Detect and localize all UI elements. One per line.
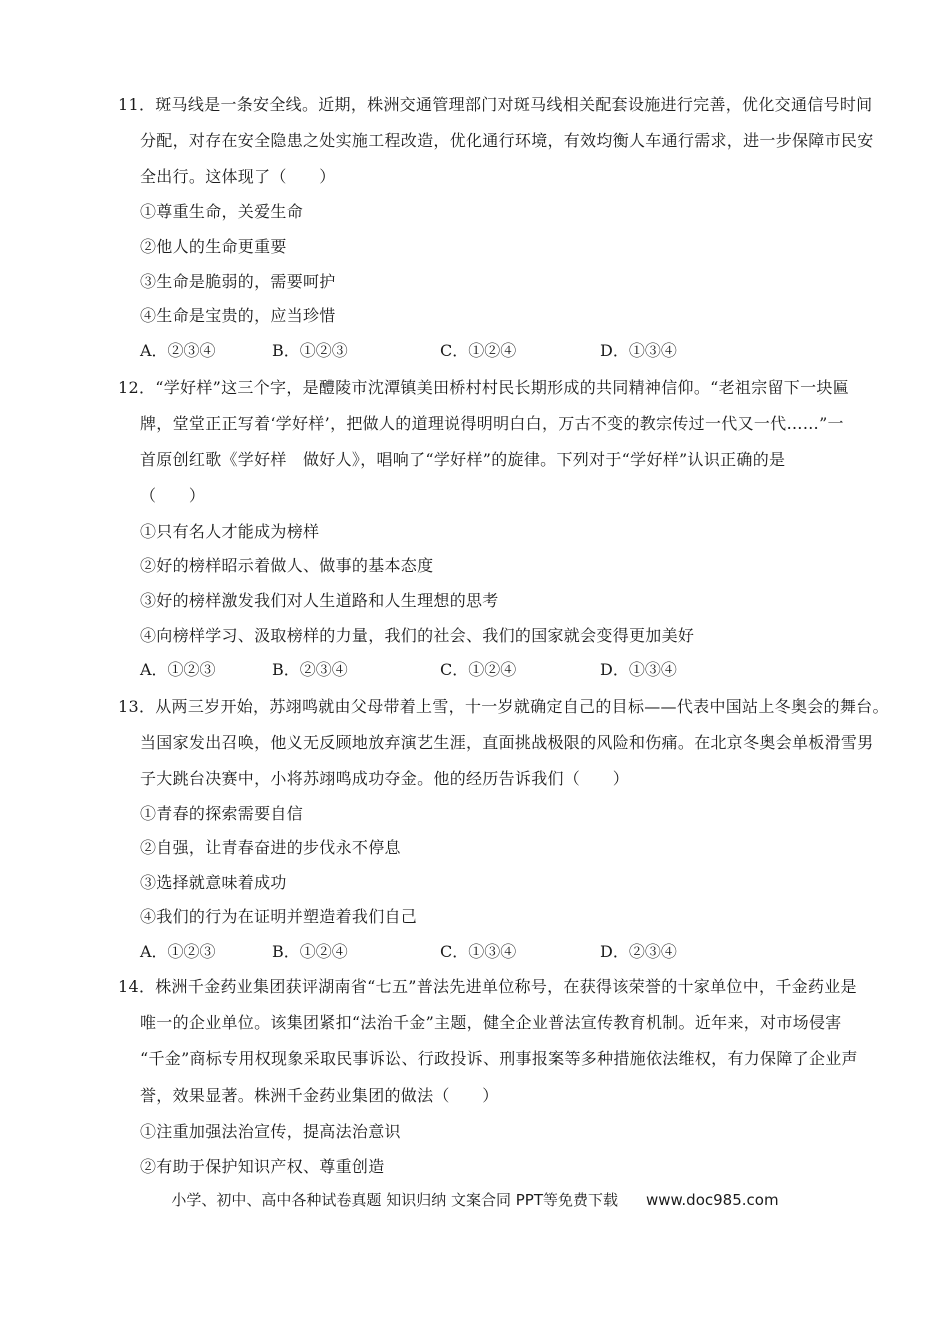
q12-option-a: A．①②③ [140, 660, 216, 679]
q13-option-d: D．②③④ [600, 942, 677, 961]
q11-option-a: A．②③④ [140, 341, 216, 360]
q13-statement-3: ③选择就意味着成功 [140, 873, 287, 892]
q11-option-d: D．①③④ [600, 341, 677, 360]
q11-stem-line-1: 11．斑马线是一条安全线。近期，株洲交通管理部门对斑马线相关配套设施进行完善，优化交通信号时间 [118, 95, 873, 114]
q11-statement-3: ③生命是脆弱的，需要呵护 [140, 272, 336, 291]
q12-option-d: D．①③④ [600, 660, 677, 679]
q13-stem-line-1: 13．从两三岁开始，苏翊鸣就由父母带着上雪，十一岁就确定自己的目标——代表中国站上冬奥会的舞台。 [118, 697, 889, 716]
q11-stem-line-2: 分配，对存在安全隐患之处实施工程改造，优化通行环境，有效均衡人车通行需求，进一步保障市民安 [140, 131, 874, 150]
q14-stem-line-1: 14．株洲千金药业集团获评湖南省“七五”普法先进单位称号，在获得该荣誉的十家单位中，千金药业是 [118, 977, 857, 996]
q14-stem-line-3: “千金”商标专用权现象采取民事诉讼、行政投诉、刑事报案等多种措施依法维权，有力保障了企业声 [140, 1049, 858, 1068]
q14-statement-2: ②有助于保护知识产权、尊重创造 [140, 1157, 385, 1176]
q14-stem-line-2: 唯一的企业单位。该集团紧扣“法治千金”主题，健全企业普法宣传教育机制。近年来，对市场侵害 [140, 1013, 842, 1032]
q11-statement-2: ②他人的生命更重要 [140, 237, 287, 256]
q13-option-c: C．①③④ [440, 942, 517, 961]
q14-statement-1: ①注重加强法治宣传，提高法治意识 [140, 1122, 401, 1141]
q11-statement-1: ①尊重生命，关爱生命 [140, 202, 304, 221]
q12-statement-2: ②好的榜样昭示着做人、做事的基本态度 [140, 556, 434, 575]
q13-option-b: B．①②④ [272, 942, 348, 961]
q11-option-b: B．①②③ [272, 341, 348, 360]
q12-statement-1: ①只有名人才能成为榜样 [140, 522, 320, 541]
q13-statement-4: ④我们的行为在证明并塑造着我们自己 [140, 907, 418, 926]
q13-stem-line-3: 子大跳台决赛中，小将苏翊鸣成功夺金。他的经历告诉我们（ ） [140, 769, 630, 788]
q12-stem-line-4: （ ） [140, 486, 206, 505]
q11-statement-4: ④生命是宝贵的，应当珍惜 [140, 306, 336, 325]
q13-stem-line-2: 当国家发出召唤，他义无反顾地放弃演艺生涯，直面挑战极限的风险和伤痛。在北京冬奥会单板滑雪男 [140, 733, 874, 752]
q11-stem-line-3: 全出行。这体现了（ ） [140, 167, 336, 186]
footer-text: 小学、初中、高中各种试卷真题 知识归纳 文案合同 PPT等免费下载 [171, 1191, 618, 1209]
q12-stem-line-3: 首原创红歌《学好样 做好人》，唱响了“学好样”的旋律。下列对于“学好样”认识正确的是 [140, 450, 786, 469]
q12-statement-3: ③好的榜样激发我们对人生道路和人生理想的思考 [140, 591, 499, 610]
q12-option-c: C．①②④ [440, 660, 517, 679]
q13-statement-1: ①青春的探索需要自信 [140, 804, 304, 823]
footer-url-link[interactable]: www.doc985.com [645, 1191, 779, 1209]
q14-stem-line-4: 誉，效果显著。株洲千金药业集团的做法（ ） [140, 1086, 499, 1105]
q12-stem-line-2: 牌，堂堂正正写着‘学好样’，把做人的道理说得明明白白，万古不变的教宗传过一代又一代……”一 [140, 414, 844, 433]
q12-statement-4: ④向榜样学习、汲取榜样的力量，我们的社会、我们的国家就会变得更加美好 [140, 626, 695, 645]
q12-option-b: B．②③④ [272, 660, 348, 679]
q13-statement-2: ②自强，让青春奋进的步伐永不停息 [140, 838, 401, 857]
q11-option-c: C．①②④ [440, 341, 517, 360]
page-footer [0, 1190, 950, 1210]
q12-stem-line-1: 12．“学好样”这三个字，是醴陵市沈潭镇美田桥村村民长期形成的共同精神信仰。“老祖宗留下一块匾 [118, 378, 849, 397]
q13-option-a: A．①②③ [140, 942, 216, 961]
